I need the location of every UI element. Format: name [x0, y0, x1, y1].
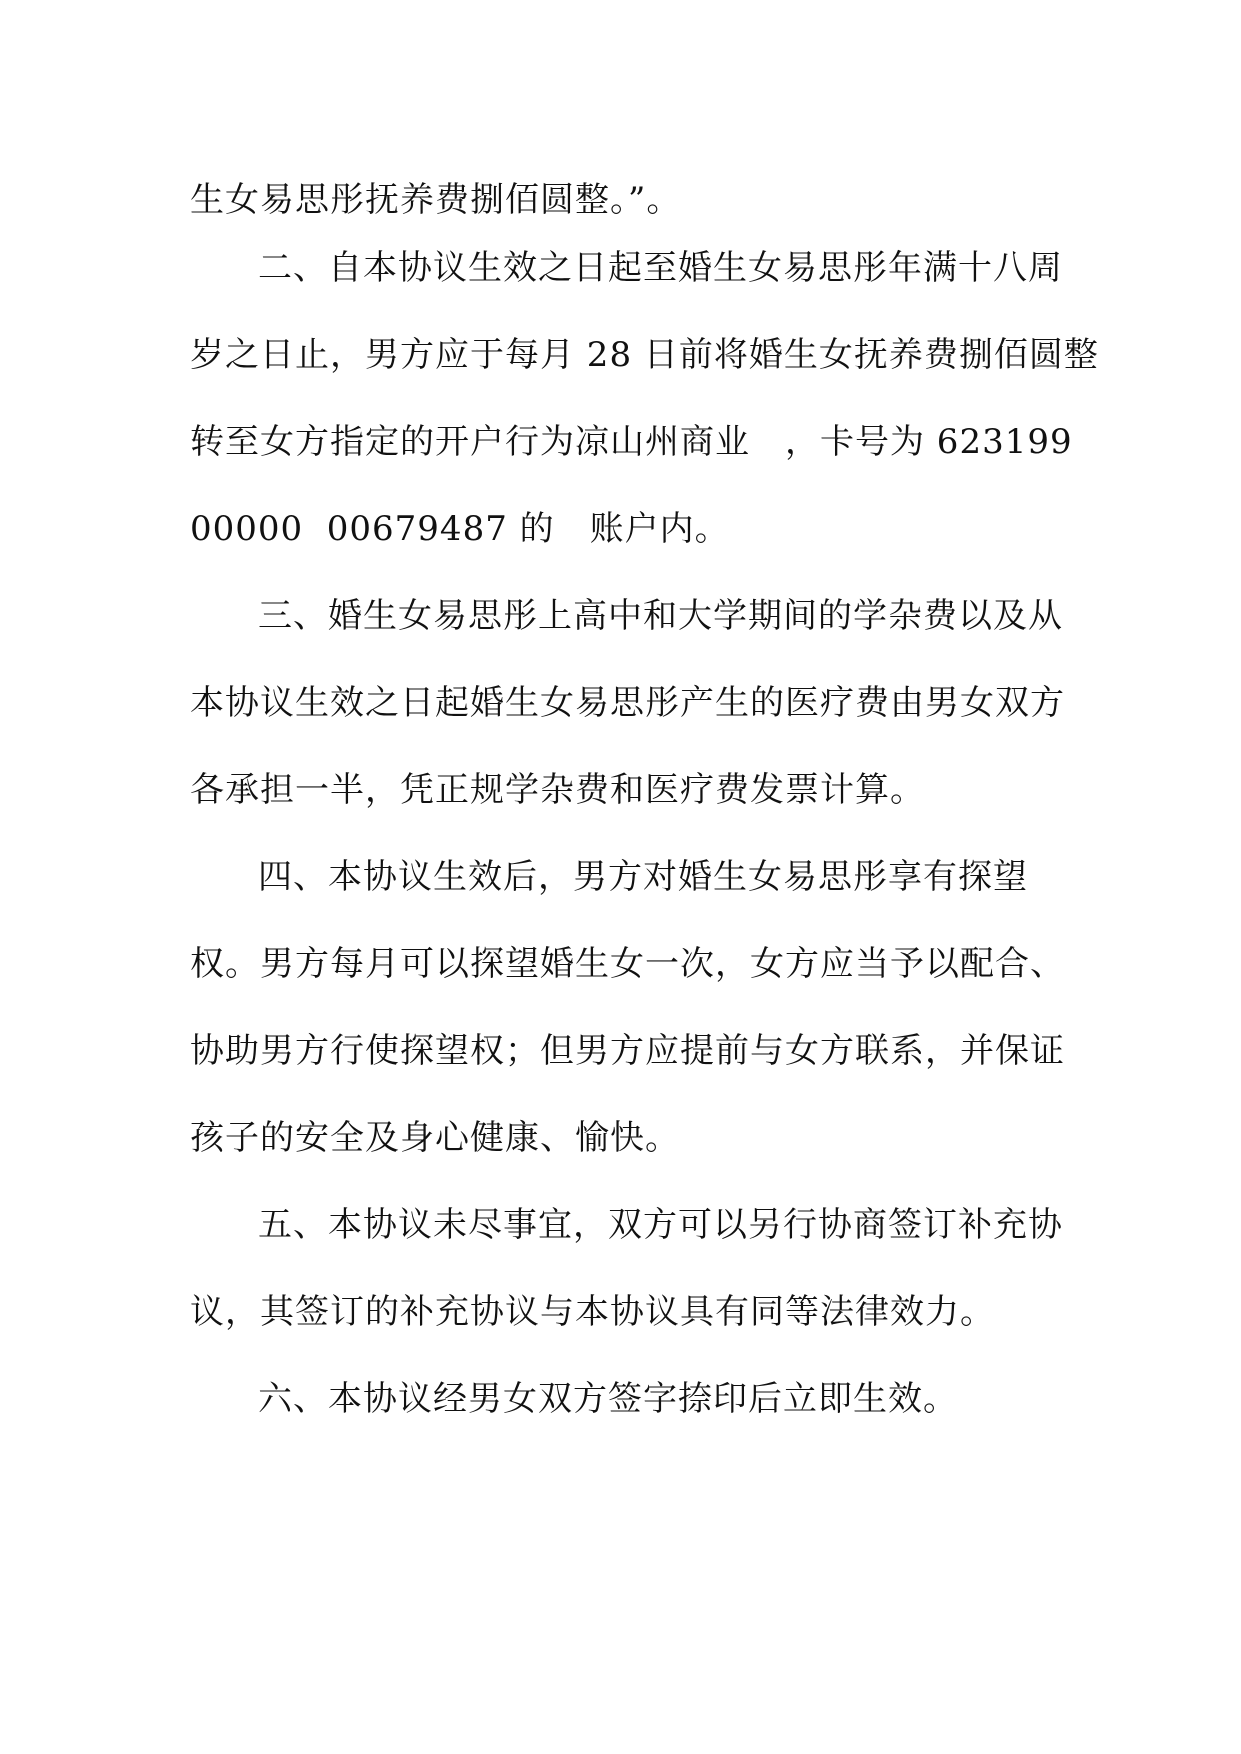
text-line-13: 五、本协议未尽事宜，双方可以另行协商签订补充协	[258, 1205, 1063, 1245]
text-line-2: 二、自本协议生效之日起至婚生女易思彤年满十八周	[258, 248, 1063, 288]
text-line-10: 权。男方每月可以探望婚生女一次，女方应当予以配合、	[190, 944, 1065, 984]
text-line-8: 各承担一半，凭正规学杂费和医疗费发票计算。	[190, 770, 925, 810]
text-line-14: 议，其签订的补充协议与本协议具有同等法律效力。	[190, 1292, 995, 1332]
text-line-7: 本协议生效之日起婚生女易思彤产生的医疗费由男女双方	[190, 683, 1065, 723]
text-line-9: 四、本协议生效后，男方对婚生女易思彤享有探望	[258, 857, 1028, 897]
text-line-3: 岁之日止，男方应于每月 28 日前将婚生女抚养费捌佰圆整	[190, 335, 1099, 375]
text-line-1: 生女易思彤抚养费捌佰圆整。”。	[190, 180, 682, 220]
text-line-12: 孩子的安全及身心健康、愉快。	[190, 1118, 680, 1158]
text-line-4: 转至女方指定的开户行为凉山州商业 ，卡号为 623199	[190, 422, 1073, 462]
text-line-15: 六、本协议经男女双方签字捺印后立即生效。	[258, 1379, 958, 1419]
text-line-11: 协助男方行使探望权；但男方应提前与女方联系，并保证	[190, 1031, 1065, 1071]
text-line-6: 三、婚生女易思彤上高中和大学期间的学杂费以及从	[258, 596, 1063, 636]
text-line-5: 00000 00679487 的 账户内。	[190, 509, 730, 549]
